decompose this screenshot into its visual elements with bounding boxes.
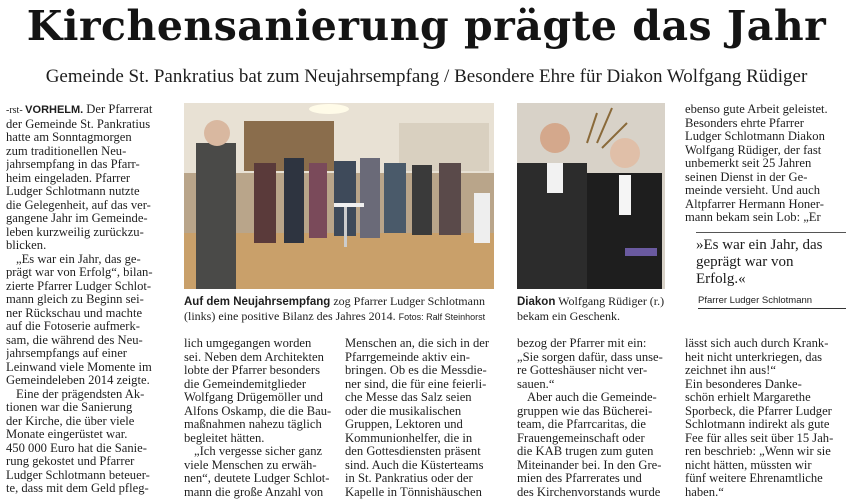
text-line: die Gelegenheit, auf das ver- [6,198,151,212]
text-line: schön erhielt Margarethe [685,391,811,404]
text-line: Wolfgang Drügemöller und [184,391,323,404]
text-line: sam, die während des Neu- [6,333,143,347]
text-line: hatte am Sonntagmorgen [6,131,132,144]
author-tag: -rst- [6,105,26,116]
text-line: oder die musikalischen [345,404,462,418]
text-line: mann gleich zu Beginn sei- [6,293,144,306]
photo-deacon [517,103,665,289]
text-line: jahrsempfangs auf einer [6,347,127,360]
text-line: blicken. [6,239,47,252]
text-line: 450 000 Euro hat die Sanie- [6,441,147,455]
text-line: die Gemeindemitglieder [184,377,307,391]
text-line: „Ich vergesse sicher ganz [194,445,323,458]
text-line: Menschen an, die sich in der [345,337,490,350]
text-line: re Gotteshäuser nicht ver- [517,364,648,377]
text-line: tionen war die Sanierung [6,401,133,414]
text-line: Aber auch die Gemeinde- [527,391,657,404]
text-line: der Kirche, die über viele [6,414,135,428]
text-line: Alfons Oskamp, die die Bau- [184,404,332,418]
text-line: auf die Fotoserie aufmerk- [6,320,140,333]
col5-paragraph-2 [685,337,847,499]
article-column-1 [6,103,162,496]
text-line: mann die große Anzahl von [184,485,324,499]
text-line: sei. Neben dem Architekten [184,350,324,364]
subheadline: Gemeinde St. Pankratius bat zum Neujahrsempfang / Besondere Ehre für Diakon Wolfgang Rüdiger [45,66,808,87]
text-line: Kapelle in Tönnishäuschen [345,485,482,499]
text-line: Ludger Schlotmann beteuer- [6,468,150,482]
text-line: zeichnet ihn aus!“ [685,364,776,377]
photo-deacon-image [517,103,665,289]
text-line: den Gottesdiensten präsent [345,445,481,458]
text-line: in St. Pankratius oder der [345,472,473,485]
text-line: begleitet hätten. [184,431,265,445]
text-line: maßnahmen nahezu täglich [184,418,322,431]
text-line: Gemeindeleben 2014 zeigte. [6,374,150,387]
col3-paragraph-1 [345,337,493,499]
text-line: lich umgegangen worden [184,337,312,350]
article-column-2 [184,337,332,499]
text-line: bezog der Pfarrer mit ein: [517,337,647,350]
text-line: sauen.“ [517,377,555,391]
text-line: ren beschrieb: „Wenn wir sie [685,445,831,458]
text-line: „Es war ein Jahr, das ge- [16,252,141,266]
text-line: Wolfgang Rüdiger, der fast [685,143,822,157]
text-line: team, die Pfarrcaritas, die [517,418,647,431]
col1-paragraph-3 [6,388,162,496]
text-line: Ludger Schlotmann nutzte [6,185,140,198]
col5-paragraph-1 [685,103,847,225]
lead-line [6,103,162,118]
text-line: Ludger Schlotmann Diakon [685,130,825,143]
text-line: lobte der Pfarrer besonders [184,364,321,377]
pull-quote-source: Pfarrer Ludger Schlotmann [698,295,846,309]
text-line: Frauengemeinschaft oder [517,431,645,445]
quote-divider [696,232,846,233]
text-line: „Sie sorgen dafür, dass unse- [517,350,663,364]
text-line: ebenso gute Arbeit geleistet. [685,103,828,116]
text-line: Schlotmann indirekt als gute [685,418,830,431]
text-line: prägt war von Erfolg“, bilan- [6,266,153,279]
text-line: mien des Pfarrerates und [517,472,642,485]
text-line: Besonders ehrte Pfarrer [685,116,804,130]
text-line: zum traditionellen Neu- [6,144,127,158]
text-line: zierte Pfarrer Ludger Schlot- [6,279,152,293]
text-line: che Messe das Salz seien [345,391,472,404]
text-line: gangene Jahr im Gemeinde- [6,212,148,225]
caption-reception-text: zog Pfarrer Ludger Schlotmann (links) eine positive Bilanz des Jahres 2014. [184,294,485,323]
pull-quote: »Es war ein Jahr, das geprägt war von Erfolg.« [696,237,823,287]
article-column-4 [517,337,667,499]
text-line: Gruppen, Lektoren und [345,418,463,431]
caption-deacon-text: Wolfgang Rüdiger (r.) bekam ein Geschenk. [517,294,665,323]
photo-credit: Fotos: Ralf Steinhorst [398,312,486,322]
text-line: gruppen wie das Bücherei- [517,404,653,418]
col2-paragraph-1 [184,337,332,445]
text-line: meinde versieht. Und auch [685,184,820,197]
text-line: bringen. Ob es die Messdie- [345,364,487,377]
text-line: Kommunionhelfer, die in [345,431,473,445]
text-line: haben.“ [685,485,724,499]
text-line: heit nicht unterkriegen, das [685,350,823,364]
col1-paragraph-2 [6,253,162,388]
headline: Kirchensanierung prägte das Jahr [26,2,827,50]
caption-deacon [517,294,667,323]
article-column-3 [345,337,493,499]
text-line: Miteinander bei. In den Gre- [517,458,662,472]
text-line: Ein besonderes Danke- [685,377,802,391]
text-line: mann bekam sein Lob: „Er [685,211,821,224]
col1-paragraph-1 [6,103,162,253]
text-line: lässt sich auch durch Krank- [685,337,829,350]
article-column-5-continued [685,337,847,499]
text-line: sind. Auch die Küsterteams [345,458,484,472]
text-line: leben kurzweilig zurückzu- [6,225,144,239]
text-line: seinen Dienst in der Ge- [685,170,808,184]
text-line: ner Rückschau und machte [6,306,143,320]
text-line: ner sind, die für eine feierli- [345,377,487,391]
text-line: Eine der prägendsten Ak- [16,387,145,401]
text-line: fünf weitere Ehrenamtliche [685,472,823,485]
text-line: Pfarrgemeinde aktiv ein- [345,350,470,364]
col2-paragraph-2 [184,445,332,499]
text-line: die KAB trugen zum guten [517,445,654,458]
text-line: jahrsempfang in das Pfarr- [6,158,140,171]
text-line: des Kirchenvorstands wurde [517,485,661,499]
article-column-5 [685,103,847,225]
caption-reception-bold: Auf dem Neujahrsempfang [184,296,331,308]
text-line: Leinwand viele Momente im [6,360,152,374]
text-line: Sporbeck, die Pfarrer Ludger [685,404,832,418]
photo-reception-image [184,103,494,289]
text-line: der Gemeinde St. Pankratius [6,117,151,131]
text-line: nen“, deutete Ludger Schlot- [184,472,330,485]
text-line: heim eingeladen. Pfarrer [6,171,131,185]
caption-reception [184,294,496,324]
col4-paragraph-1 [517,337,667,391]
caption-deacon-bold: Diakon [517,296,556,308]
text-line: te, dass mit dem Geld pfleg- [6,482,149,495]
dateline-place: VORHELM. [25,104,87,116]
text-line: rung gekostet und Pfarrer [6,455,135,468]
text-line: Monate eingerüstet war. [6,428,128,441]
text-line: Fee für alles seit über 15 Jah- [685,431,834,445]
text-line: nicht hätten, müssten wir [685,458,812,472]
photo-reception [184,103,494,289]
lead-text: Der Pfarrerat [86,103,153,116]
text-line: unbemerkt seit 25 Jahren [685,157,812,170]
text-line: Altpfarrer Hermann Honer- [685,197,824,211]
text-line: viele Menschen zu erwäh- [184,458,317,472]
col4-paragraph-2 [517,391,667,499]
